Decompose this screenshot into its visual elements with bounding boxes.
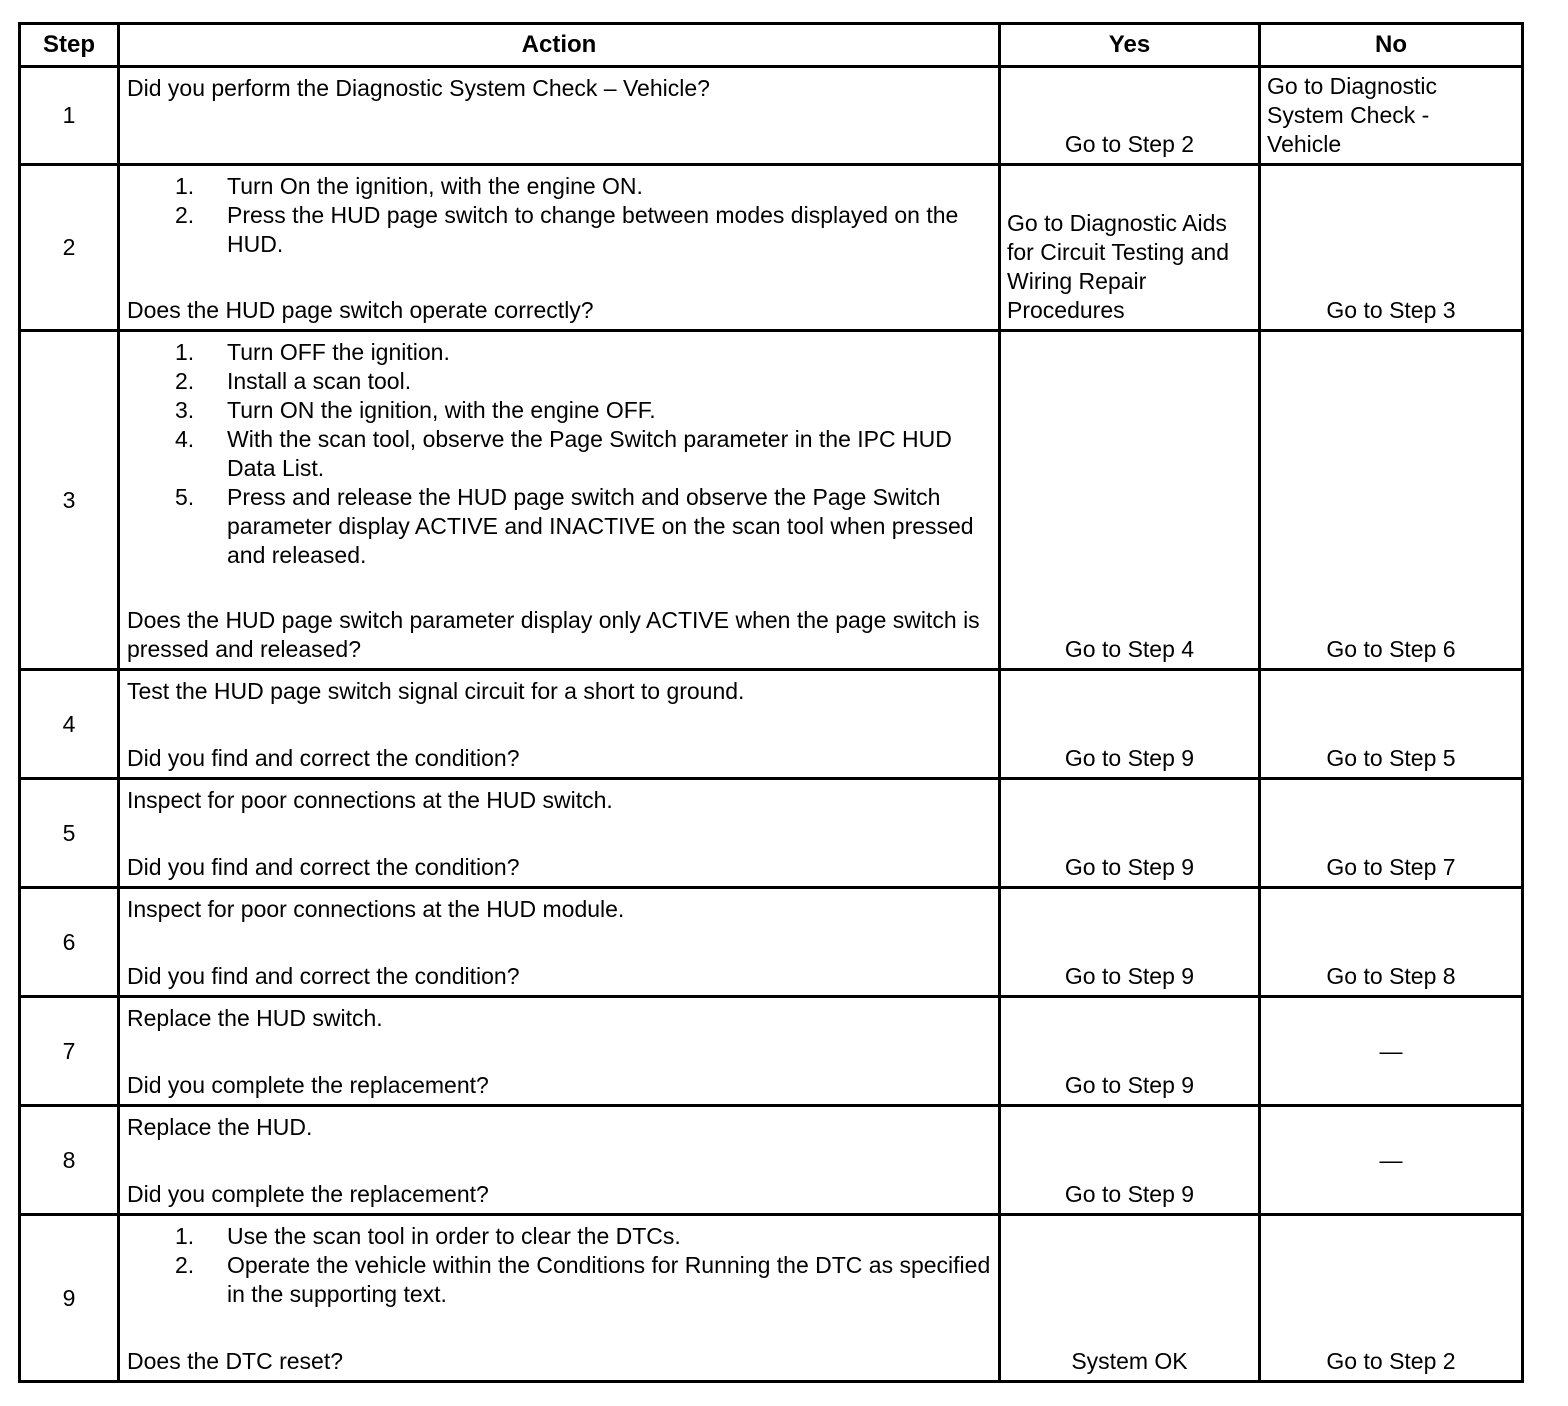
procedure-item-number: 1. bbox=[175, 339, 195, 365]
yes-outcome: System OK bbox=[1071, 1348, 1188, 1374]
action-question: Does the HUD page switch parameter display only ACTIVE when the page switch is pressed and released? bbox=[127, 607, 980, 662]
procedure-item bbox=[175, 367, 992, 396]
procedure-item-number: 4. bbox=[175, 426, 195, 452]
table-row bbox=[20, 997, 1523, 1106]
table-row bbox=[20, 670, 1523, 779]
no-cell bbox=[1260, 779, 1523, 888]
step-number: 8 bbox=[20, 1106, 119, 1215]
action-instruction: Replace the HUD switch. bbox=[127, 1005, 383, 1031]
procedure-item-number: 2. bbox=[175, 368, 195, 394]
yes-outcome: Go to Step 2 bbox=[1064, 131, 1195, 157]
diagnostic-table bbox=[18, 22, 1524, 1383]
yes-outcome: Go to Step 4 bbox=[1064, 636, 1195, 662]
no-cell bbox=[1260, 888, 1523, 997]
procedure-item bbox=[175, 201, 992, 259]
step-number: 5 bbox=[20, 779, 119, 888]
action-cell bbox=[119, 165, 1000, 331]
action-cell bbox=[119, 1215, 1000, 1382]
table-row bbox=[20, 165, 1523, 331]
action-question: Does the DTC reset? bbox=[127, 1348, 344, 1374]
no-outcome: — bbox=[1379, 1146, 1403, 1173]
step-number: 2 bbox=[20, 165, 119, 331]
yes-cell bbox=[1000, 888, 1260, 997]
action-instruction: Replace the HUD. bbox=[127, 1114, 313, 1140]
yes-outcome: Go to Step 9 bbox=[1064, 745, 1195, 771]
table-row bbox=[20, 1106, 1523, 1215]
step-number: 4 bbox=[20, 670, 119, 779]
yes-cell bbox=[1000, 1106, 1260, 1215]
procedure-item bbox=[175, 1251, 992, 1309]
yes-outcome: Go to Step 9 bbox=[1064, 854, 1195, 880]
procedure-item bbox=[175, 172, 992, 201]
step-number: 7 bbox=[20, 997, 119, 1106]
table-row bbox=[20, 331, 1523, 670]
procedure-item-text: With the scan tool, observe the Page Switch parameter in the IPC HUD Data List. bbox=[227, 426, 952, 481]
procedure-item-text: Use the scan tool in order to clear the DTCs. bbox=[227, 1223, 681, 1249]
procedure-item-number: 3. bbox=[175, 397, 195, 423]
action-question: Did you complete the replacement? bbox=[127, 1072, 489, 1098]
action-instruction: Test the HUD page switch signal circuit for a short to ground. bbox=[127, 678, 745, 704]
yes-cell bbox=[1000, 331, 1260, 670]
action-cell bbox=[119, 888, 1000, 997]
action-instruction: Inspect for poor connections at the HUD switch. bbox=[127, 787, 613, 813]
yes-cell bbox=[1000, 67, 1260, 165]
yes-cell bbox=[1000, 1215, 1260, 1382]
yes-cell bbox=[1000, 997, 1260, 1106]
procedure-item-number: 1. bbox=[175, 173, 195, 199]
procedure-item-text: Turn ON the ignition, with the engine OFF. bbox=[227, 397, 656, 423]
no-outcome: Go to Step 5 bbox=[1326, 745, 1456, 771]
action-question: Did you find and correct the condition? bbox=[127, 963, 520, 989]
action-instruction: Did you perform the Diagnostic System Check – Vehicle? bbox=[127, 75, 710, 101]
no-outcome: Go to Step 7 bbox=[1326, 854, 1456, 880]
no-outcome: Go to Step 3 bbox=[1326, 297, 1456, 323]
action-question: Did you find and correct the condition? bbox=[127, 745, 520, 771]
no-cell bbox=[1260, 997, 1523, 1106]
procedure-list bbox=[127, 1222, 992, 1309]
procedure-item-number: 5. bbox=[175, 484, 195, 510]
step-number: 1 bbox=[20, 67, 119, 165]
procedure-item bbox=[175, 396, 992, 425]
procedure-item-text: Install a scan tool. bbox=[227, 368, 412, 394]
step-number: 9 bbox=[20, 1215, 119, 1382]
procedure-item-text: Operate the vehicle within the Conditions for Running the DTC as specified in the supporting text. bbox=[227, 1252, 991, 1307]
no-cell bbox=[1260, 1106, 1523, 1215]
no-cell bbox=[1260, 67, 1523, 165]
yes-outcome: Go to Diagnostic Aids for Circuit Testing and Wiring Repair Procedures bbox=[1007, 210, 1230, 323]
procedure-item-number: 2. bbox=[175, 202, 195, 228]
header-action: Action bbox=[119, 24, 1000, 67]
action-cell bbox=[119, 331, 1000, 670]
header-row bbox=[20, 24, 1523, 67]
action-cell bbox=[119, 997, 1000, 1106]
procedure-item bbox=[175, 338, 992, 367]
header-no: No bbox=[1260, 24, 1523, 67]
yes-outcome: Go to Step 9 bbox=[1064, 1072, 1195, 1098]
procedure-item-text: Turn OFF the ignition. bbox=[227, 339, 450, 365]
yes-cell bbox=[1000, 779, 1260, 888]
yes-outcome: Go to Step 9 bbox=[1064, 963, 1195, 989]
table-row bbox=[20, 67, 1523, 165]
table-row bbox=[20, 888, 1523, 997]
no-outcome: — bbox=[1379, 1037, 1403, 1064]
action-question: Did you complete the replacement? bbox=[127, 1181, 489, 1207]
step-number: 6 bbox=[20, 888, 119, 997]
no-cell bbox=[1260, 165, 1523, 331]
action-cell bbox=[119, 670, 1000, 779]
procedure-item-text: Press and release the HUD page switch and observe the Page Switch parameter display ACTIVE and INACTIVE on the scan tool when pressed and released. bbox=[227, 484, 974, 568]
action-question: Does the HUD page switch operate correctly? bbox=[127, 297, 594, 323]
action-cell bbox=[119, 1106, 1000, 1215]
no-outcome: Go to Step 8 bbox=[1326, 963, 1456, 989]
action-instruction: Inspect for poor connections at the HUD module. bbox=[127, 896, 625, 922]
procedure-item-number: 2. bbox=[175, 1252, 195, 1278]
yes-outcome: Go to Step 9 bbox=[1064, 1181, 1195, 1207]
procedure-item-text: Press the HUD page switch to change between modes displayed on the HUD. bbox=[227, 202, 959, 257]
header-step: Step bbox=[20, 24, 119, 67]
no-outcome: Go to Diagnostic System Check - Vehicle bbox=[1267, 73, 1438, 157]
action-question: Did you find and correct the condition? bbox=[127, 854, 520, 880]
procedure-list bbox=[127, 338, 992, 570]
no-cell bbox=[1260, 1215, 1523, 1382]
procedure-item bbox=[175, 425, 992, 483]
no-cell bbox=[1260, 331, 1523, 670]
header-yes: Yes bbox=[1000, 24, 1260, 67]
yes-cell bbox=[1000, 670, 1260, 779]
no-outcome: Go to Step 2 bbox=[1326, 1348, 1456, 1374]
procedure-item-number: 1. bbox=[175, 1223, 195, 1249]
procedure-item-text: Turn On the ignition, with the engine ON. bbox=[227, 173, 643, 199]
action-cell bbox=[119, 779, 1000, 888]
procedure-item bbox=[175, 483, 992, 570]
table-row bbox=[20, 1215, 1523, 1382]
yes-cell bbox=[1000, 165, 1260, 331]
no-cell bbox=[1260, 670, 1523, 779]
procedure-item bbox=[175, 1222, 992, 1251]
procedure-list bbox=[127, 172, 992, 259]
action-cell bbox=[119, 67, 1000, 165]
no-outcome: Go to Step 6 bbox=[1326, 636, 1456, 662]
table-row bbox=[20, 779, 1523, 888]
step-number: 3 bbox=[20, 331, 119, 670]
